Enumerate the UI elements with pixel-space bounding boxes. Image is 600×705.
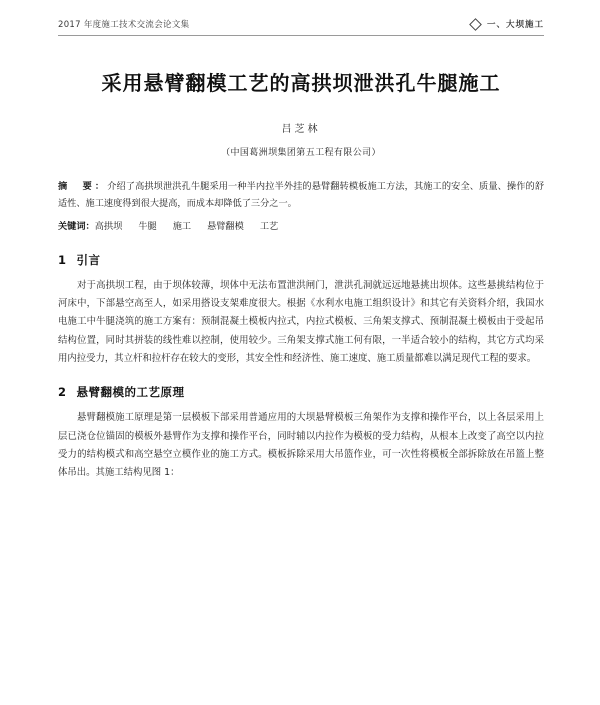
keywords-block bbox=[58, 219, 544, 236]
abstract-text: 介绍了高拱坝泄洪孔牛腿采用一种半内拉半外挂的悬臂翻转模板施工方法，其施工的安全、质量、操作的舒适性、施工速度得到很大提高，而成本却降低了三分之一。 bbox=[58, 181, 545, 210]
keyword-item: 施工 bbox=[172, 221, 192, 233]
section-1-paragraph-1: 对于高拱坝工程，由于坝体较薄，坝体中无法布置泄洪闸门，泄洪孔洞就远远地悬挑出坝体。这些悬挑结构位于河床中，下部悬空高至人，如采用搭设支架难度很大。根据《水利水电施工组织设计》和其它有关资料介绍，我国水电施工中牛腿浇筑的施工方案有：预制混凝土模板内拉式，内拉式模板、三角架支撑式、预制混凝土模板由于受起吊结构位置，同时其拼装的线性难以控制，使用较少。三角架支撑式施工何有限，一半适合较小的结构，其它方式均采用内拉受力，其立杆和拉杆存在较大的变形，其安全性和经济性、施工速度、施工质量都难以满足现代工程的要求。 bbox=[58, 279, 544, 364]
section-heading-1 bbox=[58, 252, 544, 268]
keyword-item: 悬臂翻模 bbox=[207, 221, 244, 233]
running-header-section-label: 一、大坝施工 bbox=[486, 20, 544, 30]
section-2-paragraph-1: 悬臂翻模施工原理是第一层模板下部采用普通应用的大坝悬臂模板三角架作为支撑和操作平台，以上各层采用上层已浇仓位锚固的模板外悬臂作为支撑和操作平台，同时辅以内拉作为模板的受力结构，从根本上改变了高空以内拉受力的结构模式和高空悬空立模作业的施工方式。模板拆除采用大吊篮作业，可一次性将模板全部拆除放在吊篮上整体吊出。其施工结构见图 1： bbox=[58, 412, 544, 479]
abstract-label: 摘 要： bbox=[58, 181, 108, 192]
keyword-item: 牛腿 bbox=[138, 221, 157, 233]
running-header bbox=[58, 18, 544, 36]
section-title-2: 悬臂翻模的工艺原理 bbox=[76, 385, 185, 400]
abstract-block bbox=[58, 178, 544, 212]
author-affiliation: （中国葛洲坝集团第五工程有限公司） bbox=[221, 148, 381, 158]
section-number-1: 1 bbox=[58, 252, 67, 267]
running-header-left: 2017 年度施工技术交流会论文集 bbox=[58, 20, 190, 30]
section-number-2: 2 bbox=[58, 385, 67, 400]
page-title: 采用悬臂翻模工艺的高拱坝泄洪孔牛腿施工 bbox=[101, 71, 501, 95]
keywords-label: 关键词： bbox=[58, 221, 95, 233]
section-title-1: 引言 bbox=[76, 252, 101, 267]
keyword-item: 高拱坝 bbox=[94, 221, 123, 233]
diamond-icon bbox=[469, 18, 482, 31]
section-heading-2 bbox=[58, 384, 544, 400]
keyword-item: 工艺 bbox=[259, 221, 279, 233]
author-name: 吕芝林 bbox=[281, 124, 321, 135]
running-header-right bbox=[471, 18, 544, 30]
page-content bbox=[58, 18, 544, 483]
